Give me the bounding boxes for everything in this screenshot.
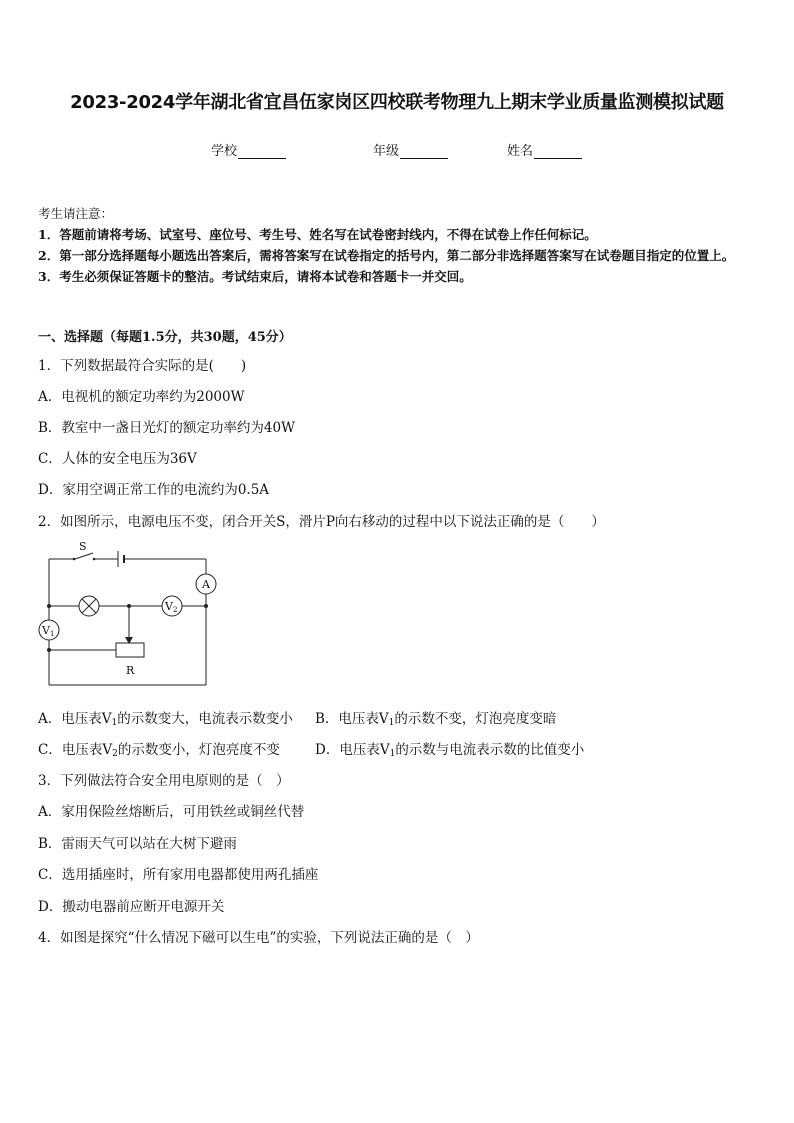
resistor-label: R: [126, 664, 135, 677]
question-2-option-c[interactable]: C．电压表$V_2$的示数变小，灯泡亮度不变: [38, 742, 280, 759]
question-1-option-d[interactable]: D．家用空调正常工作的电流约为0.5A: [38, 482, 270, 498]
voltmeter-2-label: V: [165, 600, 173, 613]
school-field[interactable]: [211, 140, 286, 159]
question-3-stem: 3．下列做法符合安全用电原则的是（ ）: [38, 773, 290, 789]
question-1-option-c[interactable]: C．人体的安全电压为36V: [38, 451, 197, 467]
voltmeter-1-sub: 1: [50, 630, 55, 638]
notice-block: [38, 203, 760, 287]
question-1-stem: 1．下列数据最符合实际的是( ): [38, 358, 247, 374]
question-4-stem: 4．如图是探究“什么情况下磁可以生电”的实验，下列说法正确的是（ ）: [38, 930, 479, 946]
name-blank[interactable]: [534, 144, 582, 159]
grade-field[interactable]: [373, 140, 448, 159]
question-3-option-d[interactable]: D．搬动电器前应断开电源开关: [38, 899, 225, 915]
voltmeter-1-label: V: [42, 624, 50, 637]
circuit-diagram: [36, 537, 226, 689]
page-title: 2023-2024学年湖北省宜昌伍家岗区四校联考物理九上期末学业质量监测模拟试题: [70, 92, 724, 113]
grade-blank[interactable]: [400, 144, 448, 159]
question-2-option-d[interactable]: D．电压表$V_1$的示数与电流表示数的比值变小: [315, 742, 585, 759]
lamp-icon: [79, 596, 99, 616]
switch-label: S: [79, 540, 87, 553]
student-info-row: [0, 140, 794, 162]
notice-item: 1．答题前请将考场、试室号、座位号、考生号、姓名写在试卷密封线内，不得在试卷上作任何标记。: [38, 227, 597, 242]
school-blank[interactable]: [238, 144, 286, 159]
school-label: 学校: [211, 144, 238, 159]
resistor-icon: [116, 643, 144, 657]
question-2-option-a[interactable]: A．电压表$V_1$的示数变大，电流表示数变小: [38, 711, 293, 728]
notice-heading: 考生请注意：: [38, 206, 114, 221]
section-heading: 一、选择题（每题1.5分，共30题，45分）: [38, 330, 292, 345]
question-3-option-b[interactable]: B．雷雨天气可以站在大树下避雨: [38, 836, 237, 852]
question-1-option-a[interactable]: A．电视机的额定功率约为2000W: [38, 389, 245, 405]
notice-item: 2．第一部分选择题每小题选出答案后，需将答案写在试卷指定的括号内，第二部分非选择题答案写在试卷题目指定的位置上。: [38, 248, 735, 263]
question-2-option-b[interactable]: B．电压表$V_1$的示数不变，灯泡亮度变暗: [315, 711, 557, 728]
question-3-option-c[interactable]: C．选用插座时，所有家用电器都使用两孔插座: [38, 867, 319, 883]
question-1-option-b[interactable]: B．教室中一盏日光灯的额定功率约为40W: [38, 420, 295, 436]
name-label: 姓名: [507, 144, 534, 159]
voltmeter-2-sub: 2: [173, 606, 178, 614]
ammeter-label: A: [202, 578, 210, 591]
question-3-option-a[interactable]: A．家用保险丝熔断后，可用铁丝或铜丝代替: [38, 804, 305, 820]
notice-item: 3．考生必须保证答题卡的整洁。考试结束后，请将本试卷和答题卡一并交回。: [38, 269, 472, 284]
question-2-stem: 2．如图所示，电源电压不变，闭合开关S，滑片P向右移动的过程中以下说法正确的是（ ）: [38, 514, 605, 530]
grade-label: 年级: [373, 144, 400, 159]
name-field[interactable]: [507, 140, 582, 159]
